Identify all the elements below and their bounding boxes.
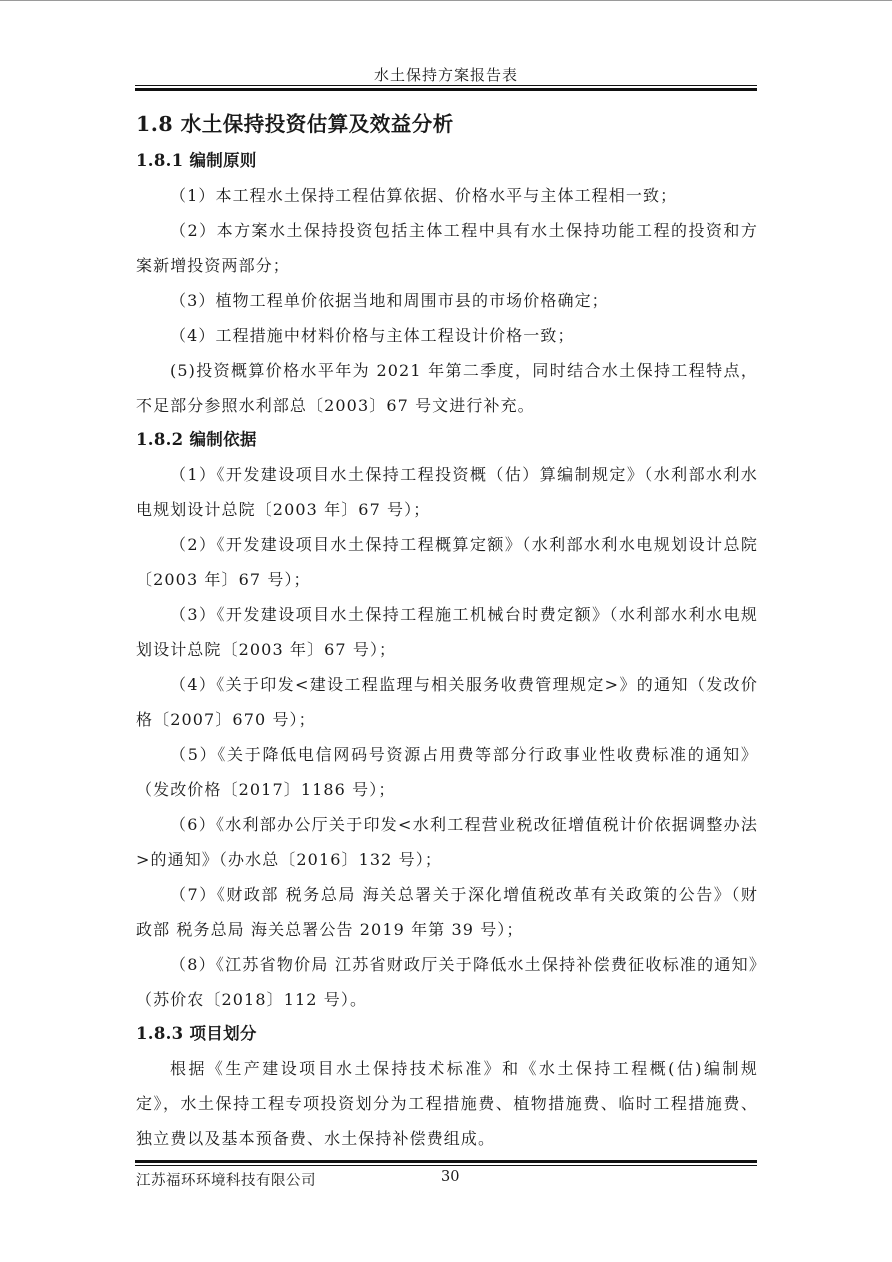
basis-item: （3）《开发建设项目水土保持工程施工机械台时费定额》（水利部水利水电规划设计总院〔2003 年〕67 号）；	[136, 605, 758, 659]
footer-rule-thin	[135, 1165, 757, 1166]
principle-item: （4）工程措施中材料价格与主体工程设计价格一致；	[170, 326, 575, 345]
subsection-heading-division: 1.8.3 项目划分	[136, 1024, 257, 1043]
page-number: 30	[441, 1169, 460, 1185]
footer-company-name: 江苏福环环境科技有限公司	[136, 1173, 316, 1189]
principle-item: （1）本工程水土保持工程估算依据、价格水平与主体工程相一致；	[170, 186, 678, 205]
section-heading: 1.8 水土保持投资估算及效益分析	[136, 112, 454, 136]
subsection-heading-principles: 1.8.1 编制原则	[136, 151, 257, 170]
basis-item: （4）《关于印发<建设工程监理与相关服务收费管理规定>》的通知（发改价格〔2007〕670 号）；	[136, 675, 758, 729]
principle-item: （2）本方案水土保持投资包括主体工程中具有水土保持功能工程的投资和方案新增投资两部分；	[136, 221, 758, 275]
principle-item: （3）植物工程单价依据当地和周围市县的市场价格确定；	[170, 291, 609, 310]
footer-rule-thick	[135, 1160, 757, 1163]
header-rule-thick	[135, 88, 757, 91]
basis-item: （5）《关于降低电信网码号资源占用费等部分行政事业性收费标准的通知》（发改价格〔2017〕1186 号）；	[136, 745, 758, 799]
basis-item: （2）《开发建设项目水土保持工程概算定额》（水利部水利水电规划设计总院〔2003 年〕67 号）；	[136, 535, 758, 589]
running-header: 水土保持方案报告表	[373, 66, 518, 84]
basis-item: （1）《开发建设项目水土保持工程投资概（估）算编制规定》（水利部水利水电规划设计总院〔2003 年〕67 号）；	[136, 465, 758, 519]
header-rule-thin	[135, 85, 757, 86]
main-content	[136, 108, 758, 1156]
subsection-heading-basis: 1.8.2 编制依据	[136, 430, 257, 449]
basis-item: （8）《江苏省物价局 江苏省财政厅关于降低水土保持补偿费征收标准的通知》（苏价农〔2018〕112 号）。	[136, 955, 758, 1009]
principle-item: (5)投资概算价格水平年为 2021 年第二季度，同时结合水土保持工程特点，不足部分参照水利部总〔2003〕67 号文进行补充。	[136, 361, 758, 415]
basis-item: （6）《水利部办公厅关于印发<水利工程营业税改征增值税计价依据调整办法>的通知》（办水总〔2016〕132 号）；	[136, 815, 758, 869]
division-paragraph: 根据《生产建设项目水土保持技术标准》和《水土保持工程概(估)编制规定》，水土保持工程专项投资划分为工程措施费、植物措施费、临时工程措施费、独立费以及基本预备费、水土保持补偿费组成。	[136, 1059, 758, 1148]
page-top-edge	[0, 0, 892, 1]
basis-item: （7）《财政部 税务总局 海关总署关于深化增值税改革有关政策的公告》（财政部 税务总局 海关总署公告 2019 年第 39 号）；	[136, 885, 758, 939]
